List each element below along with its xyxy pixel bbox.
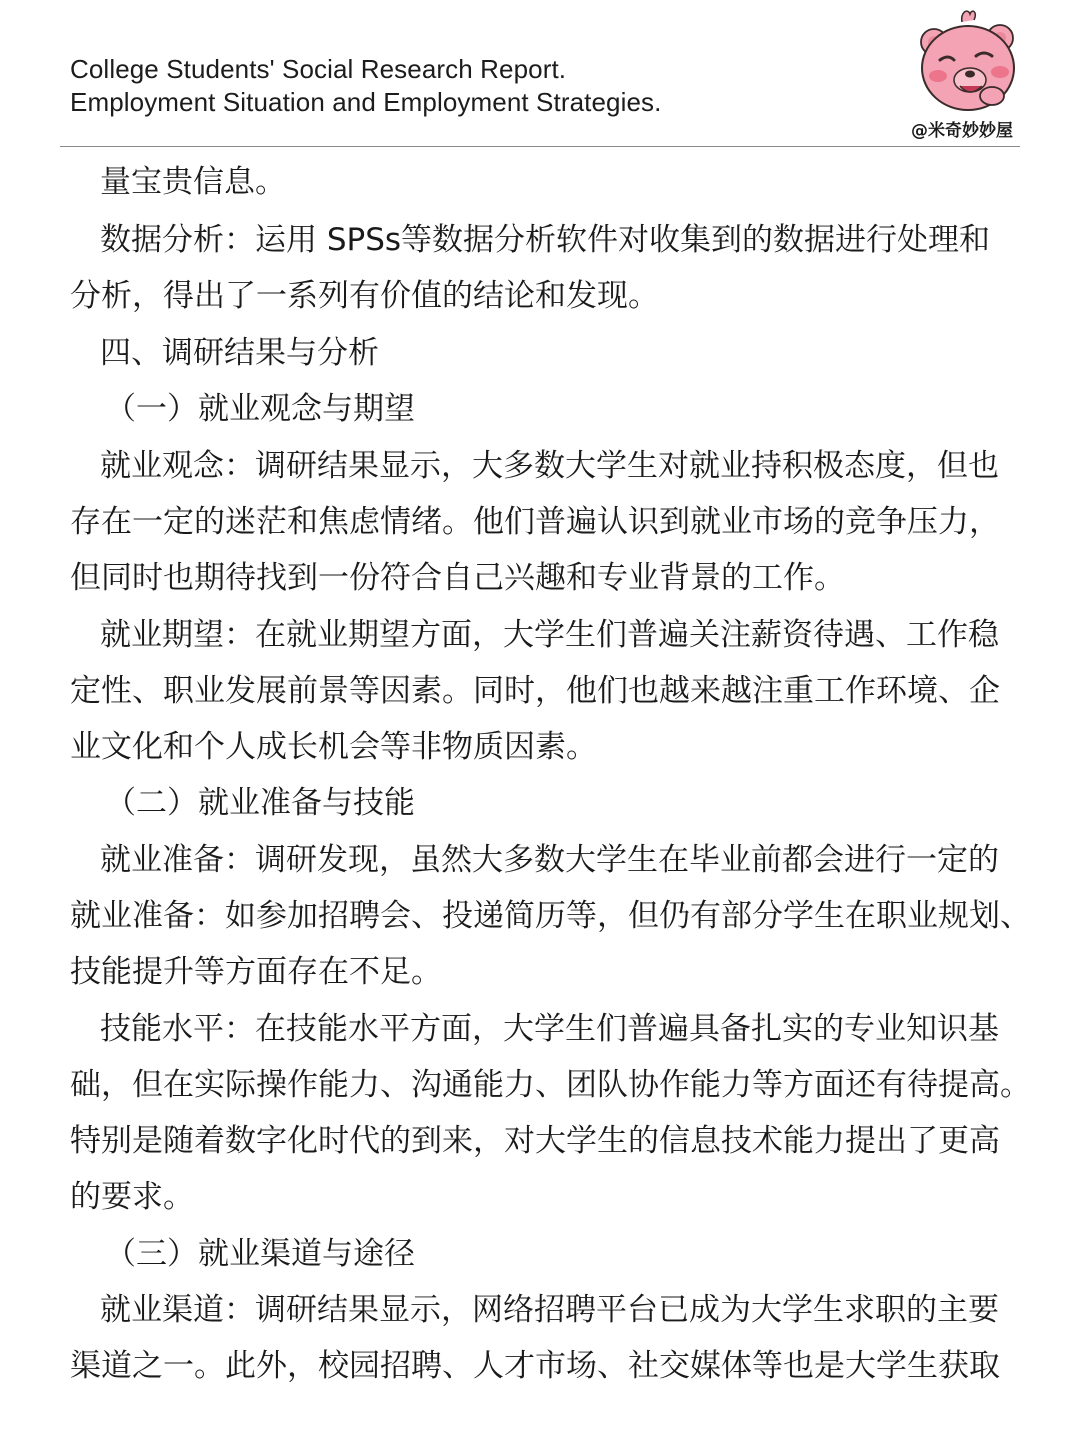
header-divider xyxy=(60,146,1020,147)
section-heading: 四、调研结果与分析 xyxy=(100,335,379,371)
text-line: 数据分析：运用 SPSs等数据分析软件对收集到的数据进行处理和 xyxy=(100,222,991,258)
text-line: 定性、职业发展前景等因素。同时，他们也越来越注重工作环境、企 xyxy=(70,673,1000,709)
subsection-heading: （三）就业渠道与途径 xyxy=(105,1236,415,1272)
text-line: 分析，得出了一系列有价值的结论和发现。 xyxy=(70,278,659,314)
author-handle: @米奇妙妙屋 xyxy=(911,121,1013,141)
text-line: 存在一定的迷茫和焦虑情绪。他们普遍认识到就业市场的竞争压力， xyxy=(70,504,1000,540)
text-line: 量宝贵信息。 xyxy=(100,164,286,200)
text-line: 的要求。 xyxy=(70,1179,194,1215)
text-line: 就业期望：在就业期望方面，大学生们普遍关注薪资待遇、工作稳 xyxy=(100,617,999,653)
subsection-heading: （一）就业观念与期望 xyxy=(105,391,415,427)
text-line: 渠道之一。此外，校园招聘、人才市场、社交媒体等也是大学生获取 xyxy=(70,1348,1000,1384)
text-line: 就业渠道：调研结果显示，网络招聘平台已成为大学生求职的主要 xyxy=(100,1292,999,1328)
text-line: 但同时也期待找到一份符合自己兴趣和专业背景的工作。 xyxy=(70,560,845,596)
subsection-heading: （二）就业准备与技能 xyxy=(105,785,415,821)
report-title-line-1: College Students' Social Research Report. xyxy=(70,54,567,84)
text-line: 就业观念：调研结果显示，大多数大学生对就业持积极态度，但也 xyxy=(100,448,999,484)
page-header xyxy=(0,0,1080,148)
text-line: 就业准备：调研发现，虽然大多数大学生在毕业前都会进行一定的 xyxy=(100,842,999,878)
report-title-line-2: Employment Situation and Employment Strategies. xyxy=(70,87,662,117)
text-line: 础，但在实际操作能力、沟通能力、团队协作能力等方面还有待提高。 xyxy=(70,1067,1031,1103)
text-line: 就业准备：如参加招聘会、投递简历等，但仍有部分学生在职业规划、 xyxy=(70,898,1031,934)
text-line: 业文化和个人成长机会等非物质因素。 xyxy=(70,729,597,765)
text-line: 技能提升等方面存在不足。 xyxy=(70,954,442,990)
pink-bear-mascot-icon xyxy=(910,4,1028,116)
text-line: 特别是随着数字化时代的到来，对大学生的信息技术能力提出了更高 xyxy=(70,1123,1000,1159)
text-line: 技能水平：在技能水平方面，大学生们普遍具备扎实的专业知识基 xyxy=(100,1011,999,1047)
